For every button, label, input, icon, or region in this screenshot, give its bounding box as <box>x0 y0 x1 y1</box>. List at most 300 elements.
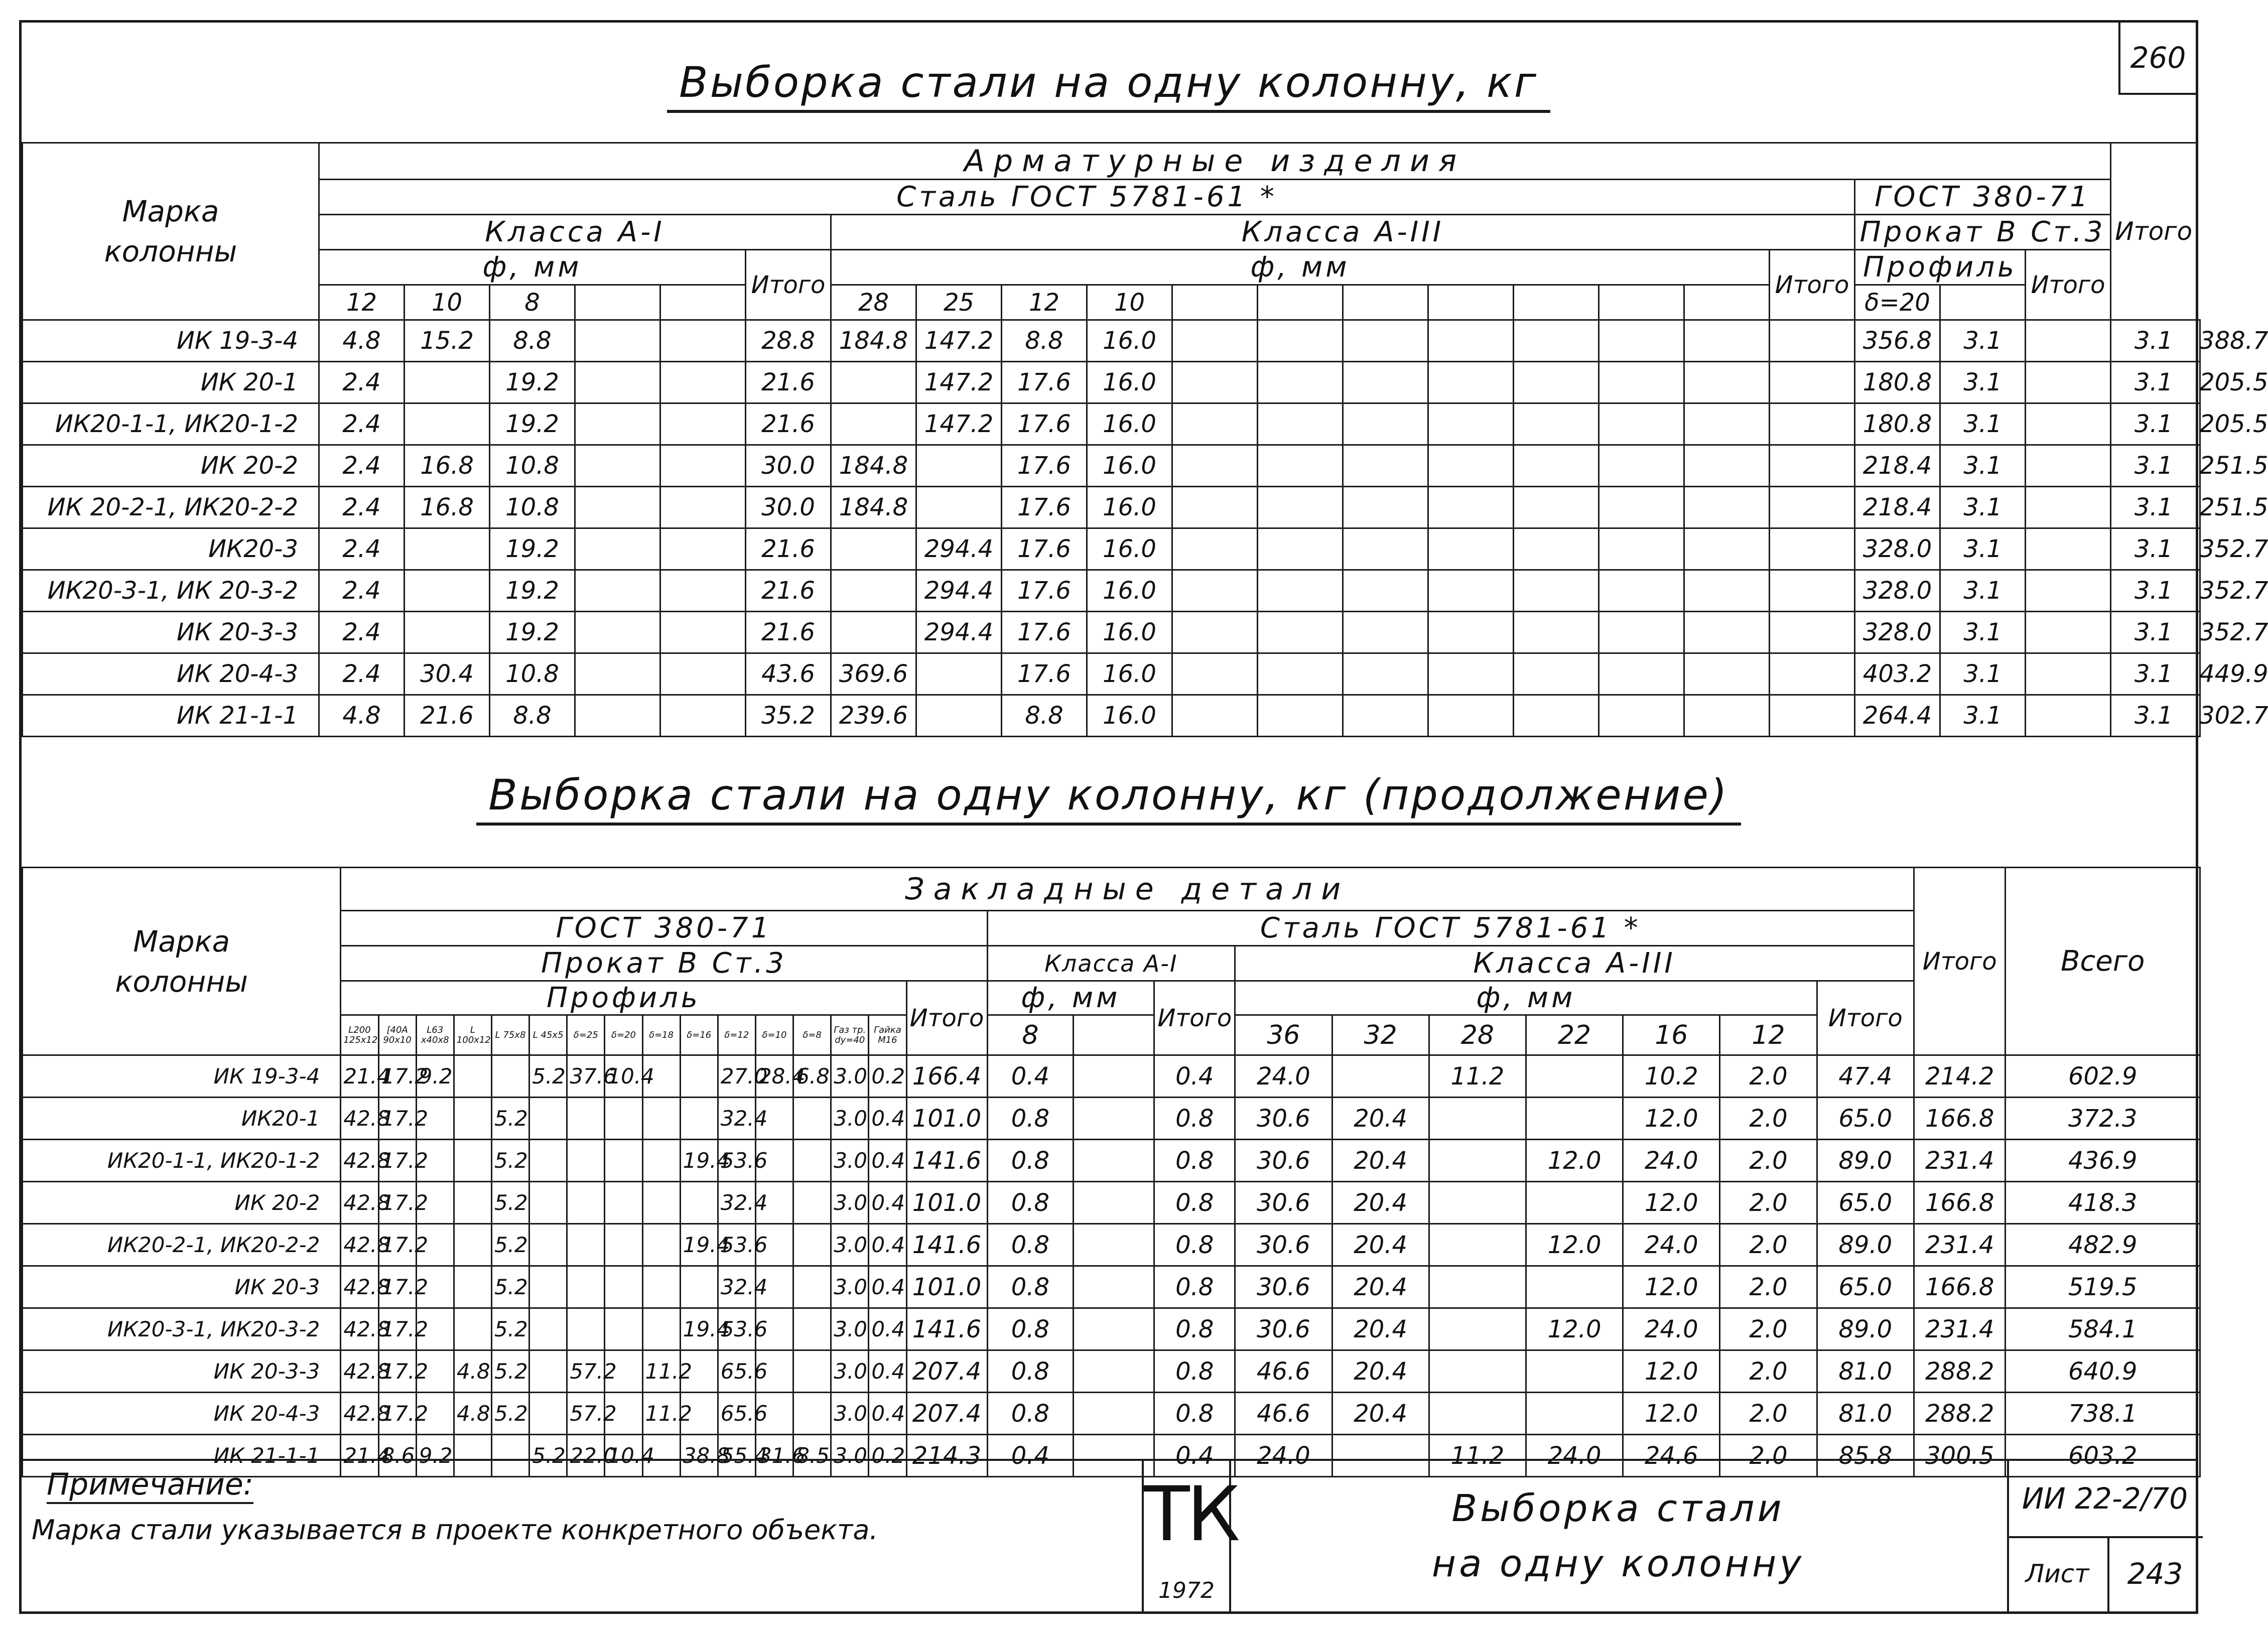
value-cell: 17.6 <box>1002 445 1087 487</box>
value-cell <box>1074 1308 1154 1350</box>
value-cell: 388.7 <box>2197 320 2200 362</box>
value-cell: 205.5 <box>2197 362 2200 403</box>
value-cell: 30.6 <box>1235 1308 1332 1350</box>
value-cell: 17.6 <box>1002 487 1087 528</box>
value-cell: 12.0 <box>1623 1266 1720 1308</box>
value-cell <box>680 1182 718 1224</box>
value-cell: 2.4 <box>319 403 405 445</box>
value-cell: 166.8 <box>1914 1182 2005 1224</box>
table-row <box>23 653 2200 695</box>
column-mark-cell: ИК20-1 <box>23 1098 341 1140</box>
class3-header: Класса А-III <box>831 215 1855 250</box>
value-cell <box>529 1308 567 1350</box>
gost380-header: ГОСТ 380-71 <box>341 911 987 946</box>
value-cell <box>1770 570 1855 612</box>
value-cell: 184.8 <box>831 445 916 487</box>
value-cell <box>1074 1055 1154 1098</box>
value-cell: 43.6 <box>746 653 831 695</box>
value-cell <box>405 362 490 403</box>
value-cell: 30.0 <box>746 487 831 528</box>
value-cell: 2.4 <box>319 362 405 403</box>
value-cell <box>567 1140 605 1182</box>
value-cell <box>680 1055 718 1098</box>
value-cell <box>1429 1098 1526 1140</box>
value-cell <box>793 1308 831 1350</box>
value-cell: 30.6 <box>1235 1266 1332 1308</box>
value-cell: 21.4 <box>341 1055 378 1098</box>
value-cell: 403.2 <box>1855 653 1940 695</box>
value-cell: 20.4 <box>1332 1182 1429 1224</box>
value-cell: 22.0 <box>567 1435 605 1477</box>
value-cell <box>1684 612 1770 653</box>
value-cell: 4.8 <box>454 1393 491 1435</box>
value-cell: 30.6 <box>1235 1098 1332 1140</box>
value-cell: 81.0 <box>1817 1393 1914 1435</box>
value-cell: 0.8 <box>1154 1350 1235 1393</box>
value-cell: 101.0 <box>906 1182 987 1224</box>
value-cell: 42.8 <box>341 1350 378 1393</box>
value-cell: 8.8 <box>490 320 575 362</box>
value-cell: 17.2 <box>378 1308 416 1350</box>
value-cell <box>1074 1266 1154 1308</box>
value-cell <box>831 403 916 445</box>
value-cell: 5.2 <box>529 1435 567 1477</box>
steel-gost-header: Сталь ГОСТ 5781-61 * <box>319 180 1855 215</box>
value-cell: 65.0 <box>1817 1182 1914 1224</box>
value-cell <box>1343 320 1428 362</box>
value-cell <box>529 1098 567 1140</box>
value-cell: 5.2 <box>491 1098 529 1140</box>
value-cell: 2.0 <box>1720 1350 1817 1393</box>
value-cell: 5.2 <box>491 1224 529 1266</box>
column-mark-cell: ИК 19-3-4 <box>23 1055 341 1098</box>
value-cell <box>575 320 660 362</box>
value-cell <box>916 653 1002 695</box>
value-cell: 3.1 <box>1940 362 2026 403</box>
value-cell <box>1428 445 1514 487</box>
value-cell: 218.4 <box>1855 445 1940 487</box>
value-cell <box>1172 653 1258 695</box>
value-cell: 42.8 <box>341 1140 378 1182</box>
value-cell <box>1428 653 1514 695</box>
value-cell <box>1514 612 1599 653</box>
diameter-header: 22 <box>1526 1015 1623 1055</box>
value-cell <box>1428 570 1514 612</box>
value-cell: 30.6 <box>1235 1224 1332 1266</box>
value-cell <box>1428 320 1514 362</box>
value-cell: 205.5 <box>2197 403 2200 445</box>
value-cell <box>793 1350 831 1393</box>
value-cell <box>1770 653 1855 695</box>
value-cell <box>1172 612 1258 653</box>
value-cell: 17.2 <box>378 1393 416 1435</box>
value-cell: 239.6 <box>831 695 916 737</box>
embedded-group-header: Закладные детали <box>341 868 1914 911</box>
value-cell <box>1429 1140 1526 1182</box>
value-cell <box>1684 445 1770 487</box>
value-cell: 12.0 <box>1526 1224 1623 1266</box>
value-cell: 0.4 <box>869 1140 906 1182</box>
profile-header: Профиль <box>341 981 906 1015</box>
value-cell: 294.4 <box>916 570 1002 612</box>
value-cell <box>1770 320 1855 362</box>
column-mark-cell: ИК20-3-1, ИК 20-3-2 <box>23 570 319 612</box>
value-cell <box>1343 362 1428 403</box>
value-cell: 24.0 <box>1235 1435 1332 1477</box>
diameter-header: 8 <box>490 285 575 320</box>
value-cell <box>660 695 746 737</box>
column-mark-cell: ИК 21-1-1 <box>23 1435 341 1477</box>
value-cell: 147.2 <box>916 362 1002 403</box>
value-cell <box>454 1266 491 1308</box>
value-cell: 2.0 <box>1720 1140 1817 1182</box>
value-cell <box>575 612 660 653</box>
value-cell <box>1332 1055 1429 1098</box>
table-row <box>23 487 2200 528</box>
value-cell: 11.2 <box>1429 1055 1526 1098</box>
table-row <box>23 403 2200 445</box>
value-cell <box>567 1224 605 1266</box>
value-cell: 3.1 <box>2111 320 2197 362</box>
value-cell: 42.8 <box>341 1266 378 1308</box>
mark-header: Марка колонны <box>23 143 319 320</box>
value-cell: 0.4 <box>1154 1435 1235 1477</box>
value-cell <box>605 1266 642 1308</box>
value-cell: 19.4 <box>680 1140 718 1182</box>
column-mark-cell: ИК20-3-1, ИК20-3-2 <box>23 1308 341 1350</box>
value-cell: 3.1 <box>1940 403 2026 445</box>
value-cell <box>1074 1224 1154 1266</box>
value-cell: 17.2 <box>378 1098 416 1140</box>
value-cell: 53.6 <box>718 1224 755 1266</box>
value-cell: 20.4 <box>1332 1266 1429 1308</box>
class1-header: Класса А-I <box>987 946 1235 981</box>
column-mark-cell: ИК 20-3-3 <box>23 1350 341 1393</box>
value-cell: 3.1 <box>2111 612 2197 653</box>
table-row <box>23 1308 2200 1350</box>
value-cell <box>529 1182 567 1224</box>
value-cell <box>1514 695 1599 737</box>
delta-header: δ=20 <box>1855 285 1940 320</box>
value-cell: 0.8 <box>1154 1393 1235 1435</box>
value-cell: 2.0 <box>1720 1098 1817 1140</box>
value-cell: 17.2 <box>378 1350 416 1393</box>
table-row <box>23 695 2200 737</box>
profile-header-cell: Гайка М16 <box>869 1015 906 1055</box>
value-cell <box>1684 570 1770 612</box>
value-cell: 3.1 <box>1940 320 2026 362</box>
note-heading: Примечание: <box>47 1467 253 1502</box>
value-cell <box>405 528 490 570</box>
value-cell <box>1172 528 1258 570</box>
phi3-header: ф, мм <box>1235 981 1817 1015</box>
value-cell: 24.0 <box>1623 1308 1720 1350</box>
value-cell <box>1343 612 1428 653</box>
prokat-header: Прокат В Ст.3 <box>1855 215 2111 250</box>
note-text: Марка стали указывается в проекте конкретного объекта. <box>32 1514 878 1546</box>
value-cell: 8.5 <box>793 1435 831 1477</box>
value-cell: 0.2 <box>869 1435 906 1477</box>
value-cell: 5.2 <box>491 1140 529 1182</box>
diameter-header: 36 <box>1235 1015 1332 1055</box>
value-cell: 65.0 <box>1817 1266 1914 1308</box>
value-cell: 418.3 <box>2006 1182 2200 1224</box>
value-cell: 16.0 <box>1087 653 1172 695</box>
value-cell <box>1429 1224 1526 1266</box>
value-cell: 0.4 <box>987 1435 1074 1477</box>
value-cell <box>642 1308 680 1350</box>
value-cell: 0.4 <box>869 1308 906 1350</box>
value-cell <box>1258 570 1343 612</box>
profile-header-cell: δ=18 <box>642 1015 680 1055</box>
value-cell <box>1526 1182 1623 1224</box>
value-cell: 0.8 <box>987 1224 1074 1266</box>
value-cell <box>1074 1140 1154 1182</box>
title-main: Выборка стали на одну колонну, кг <box>22 58 2196 107</box>
value-cell: 2.4 <box>319 487 405 528</box>
value-cell: 147.2 <box>916 320 1002 362</box>
value-cell <box>1684 653 1770 695</box>
value-cell: 141.6 <box>906 1224 987 1266</box>
column-mark-cell: ИК20-3 <box>23 528 319 570</box>
column-mark-cell: ИК 21-1-1 <box>23 695 319 737</box>
diameter-header: 25 <box>916 285 1002 320</box>
value-cell <box>1172 445 1258 487</box>
value-cell <box>1074 1098 1154 1140</box>
itogo1-header: Итого <box>1154 981 1235 1055</box>
value-cell: 30.0 <box>746 445 831 487</box>
value-cell: 3.0 <box>831 1435 869 1477</box>
value-cell: 19.2 <box>490 403 575 445</box>
value-cell: 16.0 <box>1087 612 1172 653</box>
table-row <box>23 362 2200 403</box>
value-cell <box>567 1098 605 1140</box>
value-cell: 101.0 <box>906 1266 987 1308</box>
value-cell: 5.2 <box>491 1393 529 1435</box>
value-cell: 17.2 <box>378 1140 416 1182</box>
value-cell: 32.4 <box>718 1098 755 1140</box>
value-cell: 294.4 <box>916 612 1002 653</box>
value-cell: 3.0 <box>831 1182 869 1224</box>
profile-header-cell: δ=8 <box>793 1015 831 1055</box>
value-cell: 11.2 <box>642 1350 680 1393</box>
value-cell: 352.7 <box>2197 612 2200 653</box>
value-cell: 10.2 <box>1623 1055 1720 1098</box>
value-cell: 0.8 <box>987 1140 1074 1182</box>
value-cell <box>1428 403 1514 445</box>
tk-stamp <box>1144 1461 1238 1611</box>
column-mark-cell: ИК 20-2 <box>23 1182 341 1224</box>
profile-header-cell: L 75х8 <box>491 1015 529 1055</box>
value-cell: 2.0 <box>1720 1308 1817 1350</box>
value-cell: 3.1 <box>2111 487 2197 528</box>
stamp-title <box>1229 1461 2009 1611</box>
value-cell: 584.1 <box>2006 1308 2200 1350</box>
value-cell <box>454 1182 491 1224</box>
value-cell <box>529 1266 567 1308</box>
value-cell <box>1258 487 1343 528</box>
value-cell: 0.4 <box>869 1266 906 1308</box>
value-cell <box>454 1098 491 1140</box>
value-cell: 42.8 <box>341 1224 378 1266</box>
value-cell: 8.8 <box>490 695 575 737</box>
table-row <box>23 528 2200 570</box>
value-cell <box>1526 1098 1623 1140</box>
profile-header-cell: [40А 90х10 <box>378 1015 416 1055</box>
value-cell: 17.2 <box>378 1055 416 1098</box>
value-cell: 10.4 <box>605 1055 642 1098</box>
diameter-header <box>575 285 660 320</box>
value-cell: 37.6 <box>567 1055 605 1098</box>
embedded-parts-table <box>22 867 2201 1477</box>
table-row <box>23 320 2200 362</box>
value-cell: 16.8 <box>405 445 490 487</box>
value-cell <box>793 1182 831 1224</box>
diameter-header: 12 <box>319 285 405 320</box>
value-cell: 3.1 <box>1940 570 2026 612</box>
value-cell: 0.8 <box>1154 1224 1235 1266</box>
value-cell: 166.4 <box>906 1055 987 1098</box>
value-cell: 9.2 <box>416 1055 454 1098</box>
value-cell: 38.8 <box>680 1435 718 1477</box>
itogo3-header: Итого <box>1817 981 1914 1055</box>
value-cell <box>1514 570 1599 612</box>
itogo-profile-header: Итого <box>906 981 987 1055</box>
value-cell <box>529 1224 567 1266</box>
value-cell: 0.8 <box>987 1393 1074 1435</box>
value-cell: 231.4 <box>1914 1308 2005 1350</box>
table-row <box>23 1098 2200 1140</box>
value-cell: 20.4 <box>1332 1350 1429 1393</box>
value-cell: 11.2 <box>1429 1435 1526 1477</box>
value-cell <box>1514 445 1599 487</box>
value-cell <box>660 362 746 403</box>
diameter-header <box>660 285 746 320</box>
value-cell: 21.6 <box>405 695 490 737</box>
value-cell: 5.2 <box>491 1350 529 1393</box>
steel-gost-header: Сталь ГОСТ 5781-61 * <box>987 911 1914 946</box>
value-cell <box>1599 445 1684 487</box>
value-cell: 251.5 <box>2197 445 2200 487</box>
value-cell <box>660 612 746 653</box>
table-row <box>23 1055 2200 1098</box>
value-cell: 3.1 <box>2111 528 2197 570</box>
value-cell: 4.8 <box>319 695 405 737</box>
value-cell: 12.0 <box>1623 1182 1720 1224</box>
value-cell: 300.5 <box>1914 1435 2005 1477</box>
diameter-header: 10 <box>405 285 490 320</box>
value-cell: 264.4 <box>1855 695 1940 737</box>
stamp-title-line2: на одну колонну <box>1431 1542 1805 1585</box>
value-cell: 16.0 <box>1087 570 1172 612</box>
value-cell: 21.6 <box>746 403 831 445</box>
value-cell <box>1684 403 1770 445</box>
value-cell: 328.0 <box>1855 570 1940 612</box>
column-mark-cell: ИК 20-3-3 <box>23 612 319 653</box>
value-cell: 2.0 <box>1720 1182 1817 1224</box>
stamp-title-line1: Выборка стали <box>1451 1487 1785 1530</box>
value-cell: 81.0 <box>1817 1350 1914 1393</box>
value-cell <box>1514 320 1599 362</box>
value-cell: 356.8 <box>1855 320 1940 362</box>
table-row <box>23 570 2200 612</box>
profile-header-cell: L63 х40х8 <box>416 1015 454 1055</box>
value-cell: 12.0 <box>1623 1393 1720 1435</box>
value-cell: 2.4 <box>319 570 405 612</box>
value-cell: 328.0 <box>1855 612 1940 653</box>
value-cell: 42.8 <box>341 1182 378 1224</box>
value-cell: 17.2 <box>378 1182 416 1224</box>
value-cell: 24.0 <box>1526 1435 1623 1477</box>
value-cell <box>1599 320 1684 362</box>
value-cell: 3.1 <box>2111 653 2197 695</box>
value-cell: 17.6 <box>1002 570 1087 612</box>
value-cell <box>1258 695 1343 737</box>
value-cell <box>793 1098 831 1140</box>
value-cell <box>1770 445 1855 487</box>
value-cell: 141.6 <box>906 1140 987 1182</box>
value-cell <box>1599 528 1684 570</box>
value-cell: 16.8 <box>405 487 490 528</box>
value-cell <box>575 403 660 445</box>
table-row <box>23 445 2200 487</box>
sheet-value: 243 <box>2127 1557 2183 1591</box>
value-cell: 27.0 <box>718 1055 755 1098</box>
value-cell: 214.2 <box>1914 1055 2005 1098</box>
column-mark-cell: ИК 20-4-3 <box>23 1393 341 1435</box>
vsego-header: Всего <box>2006 868 2200 1055</box>
value-cell <box>1684 695 1770 737</box>
value-cell <box>793 1140 831 1182</box>
value-cell: 21.6 <box>746 528 831 570</box>
embedded-parts-body <box>23 1055 2200 1477</box>
value-cell: 31.6 <box>755 1435 793 1477</box>
value-cell <box>1514 362 1599 403</box>
phi3-header: ф, мм <box>831 250 1770 285</box>
class3-header: Класса А-III <box>1235 946 1914 981</box>
value-cell: 30.4 <box>405 653 490 695</box>
value-cell: 3.1 <box>1940 445 2026 487</box>
value-cell: 0.4 <box>869 1182 906 1224</box>
value-cell: 53.6 <box>718 1308 755 1350</box>
sheet-label: Лист <box>2007 1536 2109 1611</box>
value-cell: 20.4 <box>1332 1098 1429 1140</box>
itogo1-header: Итого <box>746 250 831 320</box>
value-cell: 85.8 <box>1817 1435 1914 1477</box>
value-cell <box>642 1098 680 1140</box>
value-cell: 288.2 <box>1914 1350 2005 1393</box>
value-cell <box>567 1182 605 1224</box>
value-cell: 0.8 <box>1154 1140 1235 1182</box>
diameter-header: 12 <box>1002 285 1087 320</box>
value-cell <box>916 445 1002 487</box>
value-cell: 19.2 <box>490 612 575 653</box>
value-cell <box>405 403 490 445</box>
value-cell: 10.8 <box>490 487 575 528</box>
value-cell: 0.4 <box>987 1055 1074 1098</box>
value-cell: 4.8 <box>319 320 405 362</box>
value-cell: 2.0 <box>1720 1435 1817 1477</box>
value-cell <box>575 362 660 403</box>
tk-logo: ТК <box>1144 1471 1238 1558</box>
value-cell <box>642 1182 680 1224</box>
profile-header: Профиль <box>1855 250 2026 285</box>
value-cell: 0.8 <box>1154 1266 1235 1308</box>
value-cell: 0.8 <box>1154 1308 1235 1350</box>
value-cell <box>660 653 746 695</box>
value-cell <box>660 445 746 487</box>
diameter-header: 10 <box>1087 285 1172 320</box>
